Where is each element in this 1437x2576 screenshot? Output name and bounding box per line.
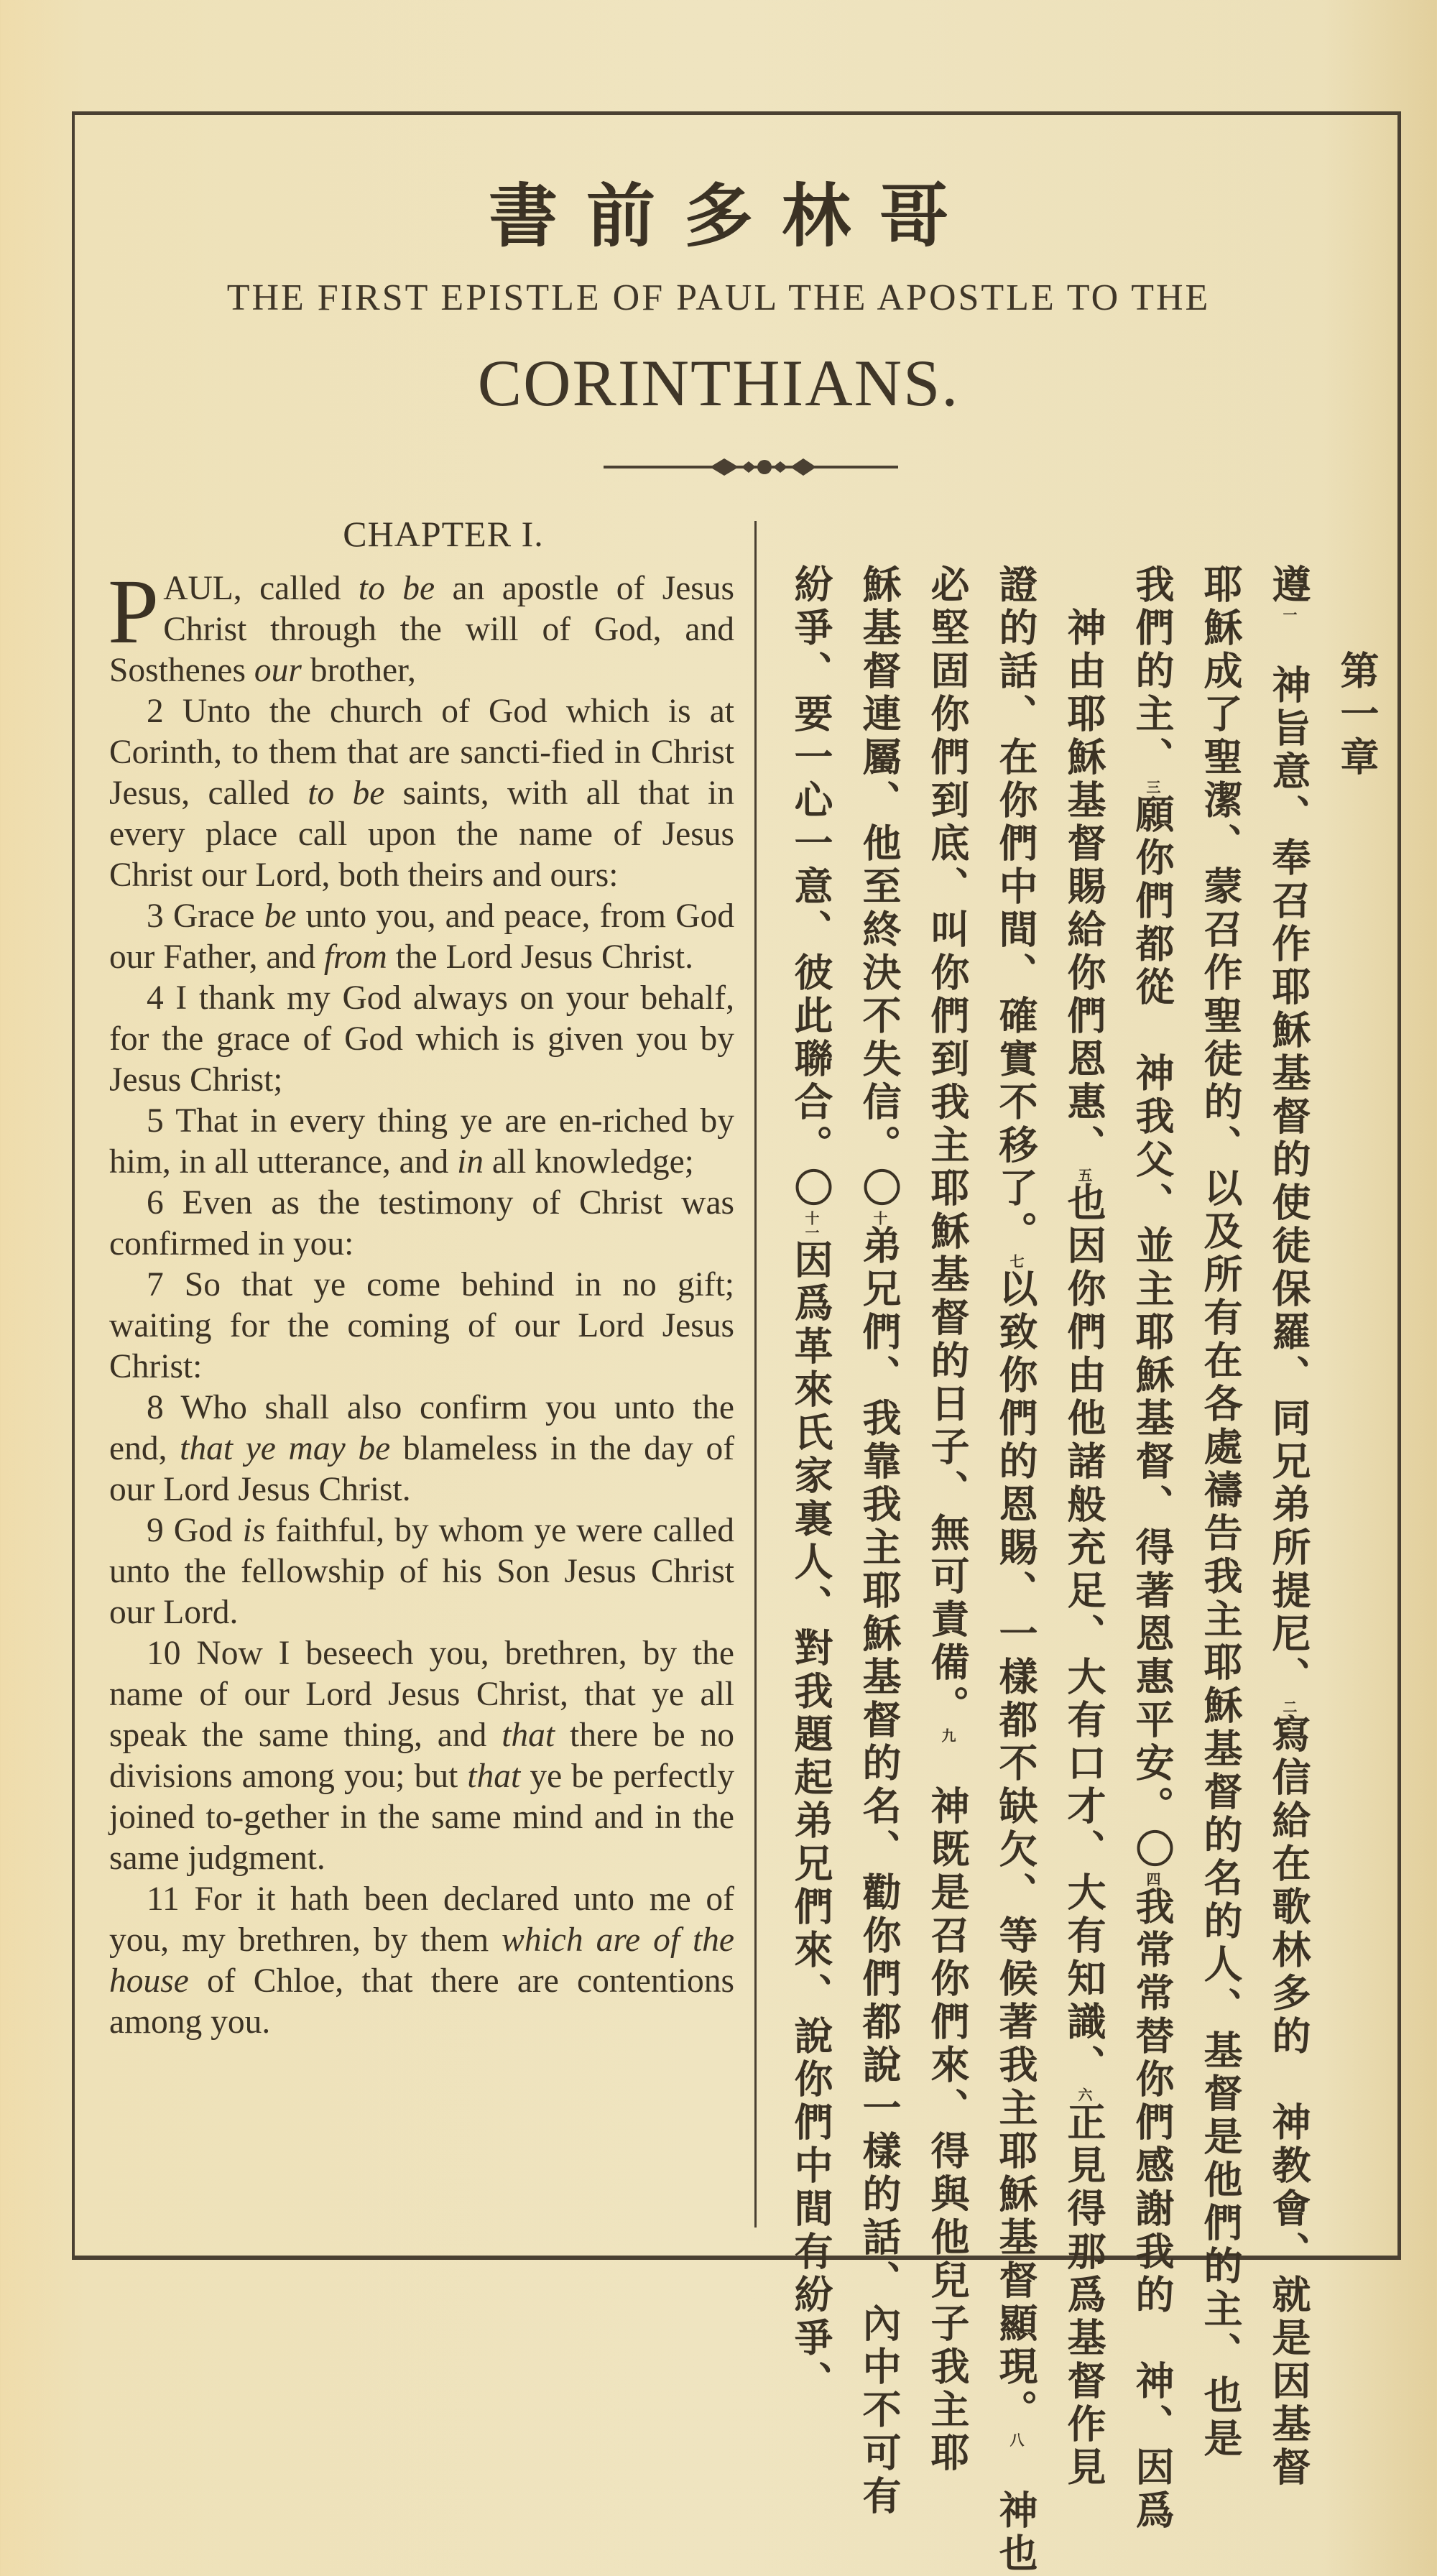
chinese-text-column xyxy=(1265,564,1311,2490)
verse-number: 9 xyxy=(147,1512,174,1549)
verse-number: 九 xyxy=(939,1728,956,1742)
chinese-text-column xyxy=(787,564,833,2404)
ornament-diamond xyxy=(710,458,739,476)
verse-text: So that ye come behind in no gift; waiting for the coming of our Lord Jesus Christ: xyxy=(109,1266,735,1385)
ornament-dot xyxy=(757,460,772,474)
verse-text: That in every thing ye are en-riched by him, in all utterance, and in all knowledge; xyxy=(109,1102,734,1181)
column-text: 我常常替你們感謝我的 神、因爲 xyxy=(1129,1886,1175,2533)
verse-number: 七 xyxy=(1007,1254,1025,1268)
verse-text: Unto the church of God which is at Corinth, to them that are sancti-fied in Christ Jesus, called to be saints, with all that in every place call upon the name of Jesus Christ our Lord, both theirs and ours: xyxy=(109,693,735,894)
column-text: 以致你們的恩賜、一樣都不缺欠、等候著我主耶穌基督顯現。 xyxy=(993,1268,1039,2432)
verse-text: Grace be unto you, and peace, from God our Father, and from the Lord Jesus Christ. xyxy=(109,897,735,976)
verse-text: Who shall also confirm you unto the end, that ye may be blameless in the day of our Lord Jesus Christ. xyxy=(109,1389,735,1508)
verse-number: 10 xyxy=(147,1635,197,1672)
verse-text: Now I beseech you, brethren, by the name of our Lord Jesus Christ, that ye all speak the same thing, and that there be no divisions among you; but that ye be perfectly joined to-gether in the same mind and in the same judgment. xyxy=(109,1635,734,1877)
chinese-chapter-heading xyxy=(1333,650,1379,780)
verse-number: 六 xyxy=(1076,2087,1093,2102)
column-text: 神旨意、奉召作耶穌基督的使徒保羅、同兄弟所提尼、 xyxy=(1266,622,1312,1699)
chinese-text-column xyxy=(992,564,1038,2576)
verse-number: 3 xyxy=(147,897,173,935)
verse-number: 八 xyxy=(1007,2432,1025,2447)
verse-number: 一 xyxy=(1280,607,1298,622)
fleuron-rule-icon xyxy=(582,454,898,480)
english-title-line-2: CORINTHIANS. xyxy=(477,346,960,420)
verse-number: 二 xyxy=(1280,1699,1298,1714)
verse-number: 7 xyxy=(147,1266,185,1303)
column-text: 神由耶穌基督賜給你們恩惠、 xyxy=(1061,607,1107,1168)
ornament-diamond xyxy=(790,458,816,476)
chinese-columns xyxy=(0,560,1437,2576)
verse-text: For it hath been declared unto me of you, my brethren, by them which are of the house of Chloe, that there are contentions among you. xyxy=(109,1880,734,2041)
verse-number: 十一 xyxy=(803,1211,820,1239)
verse-number: 十 xyxy=(871,1211,888,1225)
column-text: 因爲革來氏家裏人、對我題起弟兄們來、說你們中間有紛爭、 xyxy=(788,1239,834,2404)
column-text: 神既是召你們來、得與他兒子我主耶 xyxy=(925,1742,971,2475)
verse-text: I thank my God always on your behalf, for the grace of God which is given you by Jesus Christ; xyxy=(109,979,734,1099)
verse-number: 6 xyxy=(147,1184,182,1222)
ornament-diamond xyxy=(741,461,756,473)
verse-number: 三 xyxy=(1144,780,1161,794)
column-text: 神也 xyxy=(993,2447,1039,2576)
column-text: 必堅固你們到底、叫你們到我主耶穌基督的日子、無可責備。 xyxy=(925,564,971,1728)
chinese-text-column xyxy=(855,564,901,2519)
column-text: 我們的主、 xyxy=(1129,564,1175,780)
ornament-diamond xyxy=(773,461,787,473)
verse-number: 5 xyxy=(147,1102,176,1140)
column-text: 願你們都從 神我父、並主耶穌基督、得著恩惠平安。〇 xyxy=(1129,794,1175,1872)
verse-text: God is faithful, by whom ye were called unto the fellowship of his Son Jesus Christ our Lord. xyxy=(109,1512,734,1631)
chinese-text-column xyxy=(923,564,969,2475)
column-text: 紛爭、要一心一意、彼此聯合。〇 xyxy=(788,564,834,1211)
column-text: 穌基督連屬、他至終決不失信。〇 xyxy=(856,564,902,1211)
column-text: 正見得那爲基督作見 xyxy=(1061,2102,1107,2490)
verse-text: Even as the testimony of Christ was confirmed in you: xyxy=(109,1184,735,1262)
column-text: 也因你們由他諸般充足、大有口才、大有知識、 xyxy=(1061,1182,1107,2087)
verse-number: 4 xyxy=(147,979,176,1017)
column-text: 弟兄們、我靠我主耶穌基督的名、勸你們都說一樣的話、內中不可有 xyxy=(856,1225,902,2519)
verse-number: 11 xyxy=(147,1880,195,1918)
verse-text: AUL, called to be an apostle of Jesus Christ through the will of God, and Sosthenes our brother, xyxy=(109,570,735,689)
chinese-text-column xyxy=(1060,607,1106,2490)
column-text: 第一章 xyxy=(1334,650,1380,780)
chinese-text-column xyxy=(1196,564,1242,2461)
verse-number: 8 xyxy=(147,1389,181,1426)
verse-number: 2 xyxy=(147,693,182,730)
verse-number: 四 xyxy=(1144,1872,1161,1886)
column-text: 耶穌成了聖潔、蒙召作聖徒的、以及所有在各處禱告我主耶穌基督的名的人、基督是他們的主、也是 xyxy=(1198,564,1244,2461)
english-title-line-1: THE FIRST EPISTLE OF PAUL THE APOSTLE TO THE xyxy=(226,277,1211,318)
column-text: 寫信給在歌林多的 神教會、就是因基督 xyxy=(1266,1714,1312,2490)
verse-number: 五 xyxy=(1076,1168,1093,1182)
column-text: 證的話、在你們中間、確實不移了。 xyxy=(993,564,1039,1254)
chapter-heading: CHAPTER I. xyxy=(343,514,544,554)
chinese-title: 書前多林哥 xyxy=(489,175,977,257)
chinese-text-column xyxy=(1128,564,1174,2533)
drop-cap: P xyxy=(108,560,160,663)
column-text: 遵 xyxy=(1266,564,1312,607)
